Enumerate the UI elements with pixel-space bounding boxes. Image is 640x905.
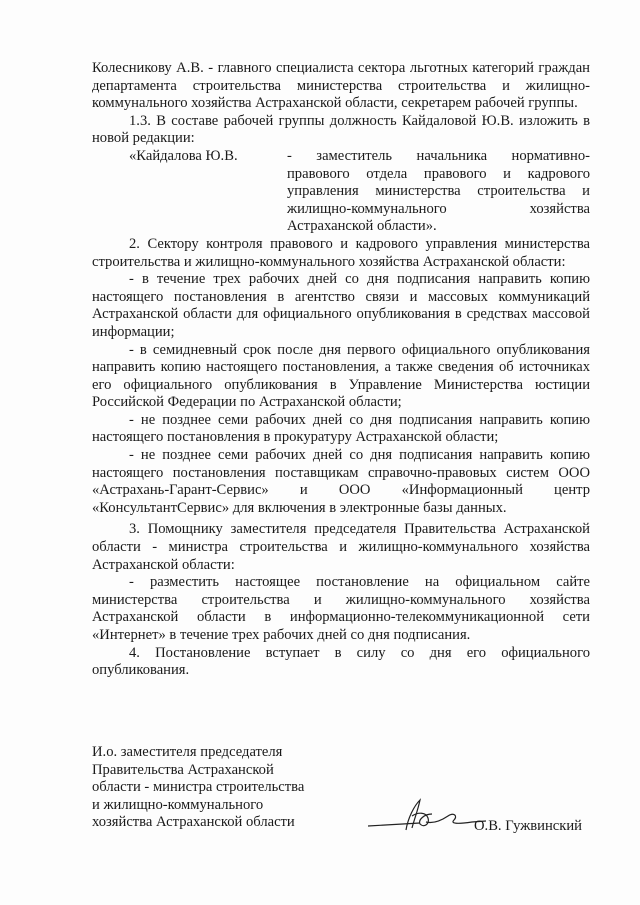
section-4: 4. Постановление вступает в силу со дня его официального опубликования. — [92, 644, 590, 679]
signatory-position — [92, 744, 322, 832]
section-2-item: - в течение трех рабочих дней со дня подписания направить копию настоящего постановления в агентство связи и массовых коммуникаций Астраханской области для официального опубликования в средствах массовой информации; — [92, 271, 590, 340]
section-2-item: - не позднее семи рабочих дней со дня подписания направить копию настоящего постановления поставщикам справочно-правовых систем ООО «Астрахань-Гарант-Сервис» и ООО «Информационный центр «КонсультантСервис» для включения в электронные базы данных. — [92, 447, 590, 516]
position-line: и жилищно-коммунального — [92, 796, 264, 813]
quote-description: - заместитель начальника нормативно-правового отдела правового и кадрового управления министерства строительства и жилищно-коммунального хозяйства Астраханской области». — [287, 147, 590, 235]
section-3-item: - разместить настоящее постановление на официальном сайте министерства строительства и жилищно-коммунального хозяйства Астраханской области в информационно-телекоммуникационной сети «Интернет» в течение трех рабочих дней со дня подписания. — [92, 574, 590, 643]
position-line: И.о. заместителя председателя — [92, 744, 283, 760]
section-2-item: - не позднее семи рабочих дней со дня подписания направить копию настоящего постановления в прокуратуру Астраханской области; — [92, 411, 590, 446]
section-2-intro: 2. Сектору контроля правового и кадрового управления министерства строительства и жилищно-коммунального хозяйства Астраханской области: — [92, 235, 590, 270]
position-line: Правительства Астраханской — [92, 761, 274, 778]
section-3-intro: 3. Помощнику заместителя председателя Правительства Астраханской области - министра строительства и жилищно-коммунального хозяйства Астраханской области: — [92, 521, 590, 573]
signer-name: О.В. Гужвинский — [474, 818, 582, 834]
handwritten-signature — [368, 796, 488, 836]
position-line: области - министра строительства — [92, 779, 305, 796]
quote-name: «Кайдалова Ю.В. — [129, 147, 238, 164]
paragraph-1-3: 1.3. В составе рабочей группы должность Кайдаловой Ю.В. изложить в новой редакции: — [92, 112, 590, 147]
position-quote — [92, 148, 590, 236]
section-2-item: - в семидневный срок после дня первого официального опубликования направить копию настоящего постановления, а также сведения об источниках его официального опубликования в Управление Министерства юстиции Российской Федерации по Астраханской области; — [92, 341, 590, 411]
document-body — [92, 60, 590, 680]
position-line: хозяйства Астраханской области — [92, 814, 295, 831]
paragraph-secretary: Колесникову А.В. - главного специалиста сектора льготных категорий граждан департамента строительства министерства строительства и жилищно-коммунального хозяйства Астраханской области, секретарем рабочей группы. — [92, 60, 590, 112]
